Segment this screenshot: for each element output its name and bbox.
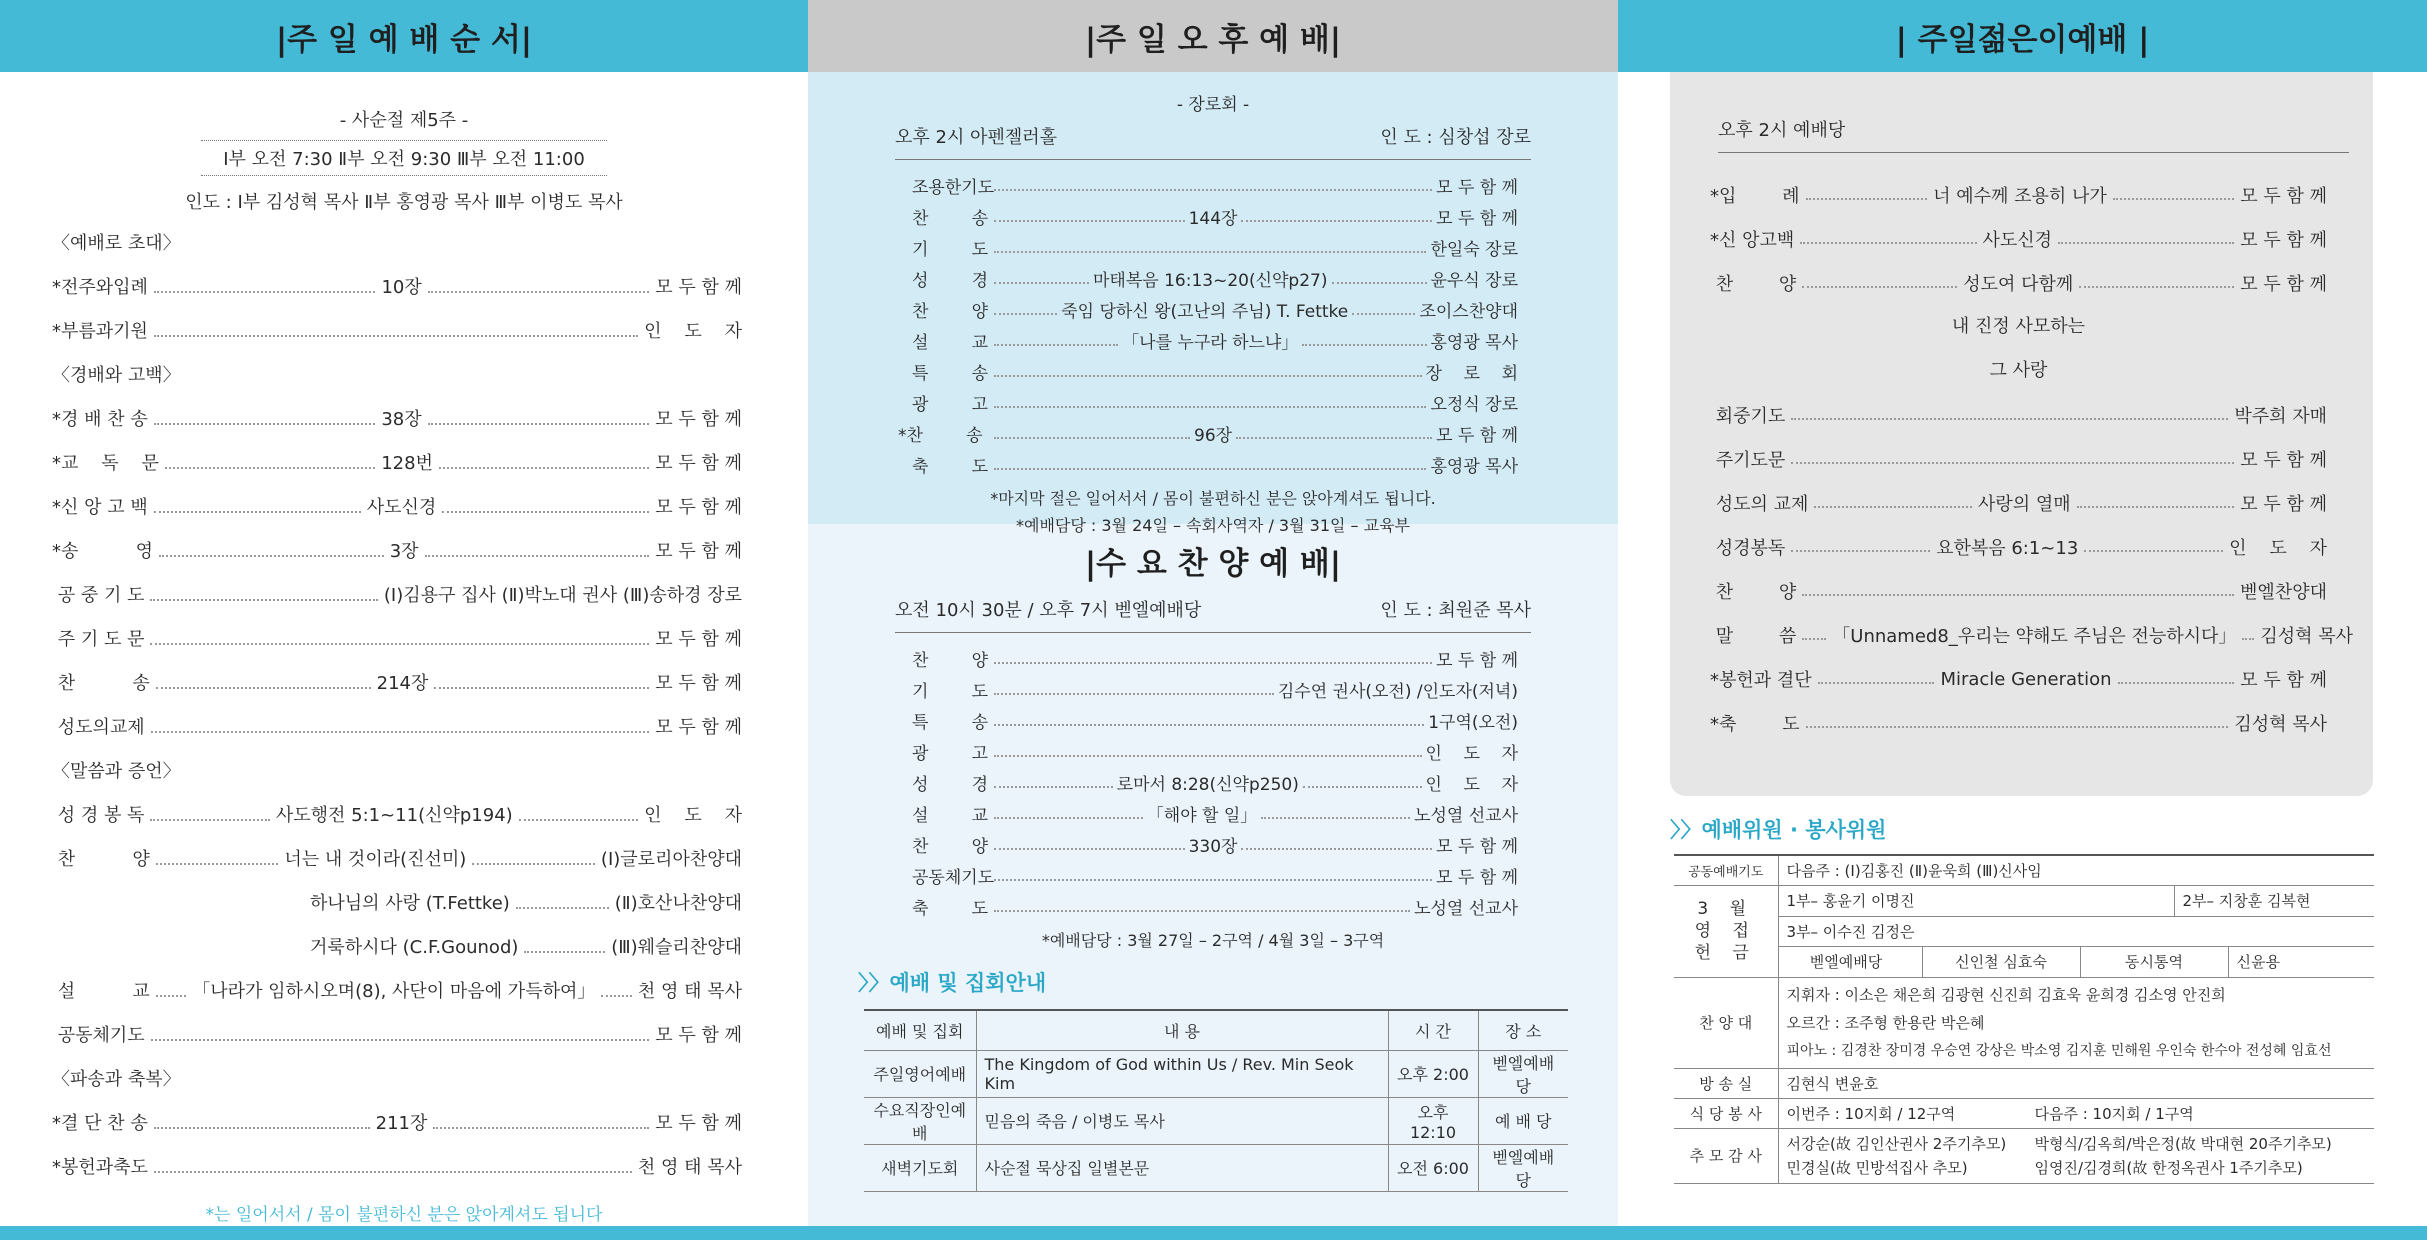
lent-week-subtitle: - 사순절 제5주 -	[339, 110, 469, 131]
afternoon-leader: 인 도 : 심창섭 장로	[1380, 127, 1531, 148]
order-item: 공동체기도 모 두 함 께	[52, 1025, 742, 1046]
section-invite: 〈예배로 초대〉	[52, 233, 181, 254]
staff-section-title: 〉〉예배위원 · 봉사위원	[1670, 818, 1887, 842]
section-word: 〈말씀과 증언〉	[52, 761, 181, 782]
table-cell: 공동예배기도	[1674, 855, 1778, 885]
table-row	[1674, 855, 2374, 885]
order-item: 축 도 노성열 선교사	[912, 899, 1518, 919]
table-cell: 방 송 실	[1674, 1068, 1778, 1098]
table-cell	[1778, 885, 2374, 916]
order-item: 찬 양 모 두 함 께	[912, 651, 1518, 671]
order-item: *신 앙 고 백 사도신경 모 두 함 께	[52, 497, 742, 518]
meal-next-week: 다음주 : 10지회 / 1구역	[2034, 1104, 2194, 1123]
gathering-section-title: 〉〉예배 및 집회안내	[858, 971, 1047, 995]
order-item: *경 배 찬 송 38장 모 두 함 께	[52, 409, 743, 430]
order-item: *전주와입례 10장 모 두 함 께	[52, 277, 742, 298]
wednesday-duty-note: *예배담당 : 3월 27일 – 2구역 / 4월 3일 – 3구역	[1041, 931, 1385, 950]
memorial-line	[1787, 1156, 2367, 1180]
youth-order-list	[1710, 173, 2354, 745]
table-row	[864, 1050, 1568, 1097]
elders-subtitle: - 장로회 -	[1176, 95, 1250, 115]
gathering-table	[864, 1009, 1568, 1192]
choir-piano: 피아노 : 김경찬 장미경 우승연 강상은 박소영 김지훈 민해원 우인숙 한수아 전성혜 임효선	[1786, 1042, 2332, 1059]
memorial-line	[1787, 1132, 2367, 1156]
afternoon-order-list	[898, 170, 1519, 480]
table-cell	[1778, 946, 2374, 977]
youth-service-title: | 주일젊은이예배 |	[1618, 0, 2427, 72]
interpret-name: 신윤용	[2236, 952, 2280, 971]
table-cell: 벧엘예배당	[1478, 1144, 1568, 1191]
order-item: 기 도 김수연 권사(오전) /인도자(저녁)	[912, 682, 1518, 702]
afternoon-service-panel	[808, 72, 1618, 535]
wednesday-service-title: |수 요 찬 양 예 배|	[1084, 545, 1342, 582]
order-item: 말 씀 「Unnamed8_우리는 약해도 주님은 전능하시다」 김성혁 목사	[1710, 626, 2354, 647]
choir-organ: 오르간 : 조주형 한용란 박은혜	[1786, 1013, 1985, 1032]
order-item: 광 고 인 도 자	[912, 744, 1518, 764]
table-header: 장 소	[1478, 1010, 1568, 1050]
afternoon-info	[895, 123, 1531, 160]
order-item: *입 례 너 예수께 조용히 나가 모 두 함 께	[1710, 186, 2327, 207]
usher-row-1	[1779, 886, 2375, 916]
order-item: *교 독 문 128번 모 두 함 께	[52, 453, 742, 474]
memorial-entry: 서강순(故 김인산권사 2주기추모)	[1786, 1134, 2007, 1153]
table-header-row	[864, 1010, 1568, 1050]
table-cell: 벧엘예배당	[1478, 1050, 1568, 1097]
order-item: 특 송 장 로 회	[912, 364, 1518, 384]
table-cell: 오후 12:10	[1388, 1097, 1478, 1144]
order-item: 광 고 오정식 장로	[912, 395, 1518, 415]
order-item: *결 단 찬 송 211장 모 두 함 께	[52, 1113, 742, 1134]
order-item: 회중기도 박주희 자매	[1710, 406, 2327, 427]
order-item: 공 중 기 도 (Ⅰ)김용구 집사 (Ⅱ)박노대 권사 (Ⅲ)송하경 장로	[52, 585, 742, 606]
section-sending: 〈파송과 축복〉	[52, 1069, 181, 1090]
order-item: *봉헌과축도 천 영 태 목사	[52, 1157, 742, 1178]
order-item: 하나님의 사랑 (T.Fettke) (Ⅱ)호산나찬양대	[310, 893, 742, 914]
table-row	[1674, 977, 2374, 1068]
order-item: *봉헌과 결단 Miracle Generation 모 두 함 께	[1710, 668, 2327, 691]
afternoon-place: 오후 2시 아펜젤러홀	[895, 127, 1057, 148]
table-cell: 찬 양 대	[1674, 977, 1778, 1068]
order-item: 성도의 교제 사랑의 열매 모 두 함 께	[1710, 494, 2327, 515]
table-cell: 오후 2:00	[1388, 1050, 1478, 1097]
order-item: 기 도 한일숙 장로	[912, 240, 1518, 260]
song-title-line: 그 사랑	[1989, 360, 2048, 381]
bottom-accent-bar	[0, 1226, 2427, 1240]
memorial-entry: 박형식/김옥희/박은정(故 박대현 20주기추모)	[2034, 1134, 2332, 1153]
table-row	[1674, 1128, 2374, 1183]
table-cell	[1778, 977, 2374, 1068]
table-cell: 3 월 영 접 헌 금	[1674, 885, 1778, 977]
order-item: 주기도문 모 두 함 께	[1710, 450, 2327, 471]
table-cell	[1778, 1098, 2374, 1128]
interpret-label: 동시통역	[2089, 947, 2229, 977]
table-cell: 새벽기도회	[864, 1144, 976, 1191]
order-item: 찬 송 214장 모 두 함 께	[52, 673, 742, 694]
usher-second: 2부– 지창훈 김복현	[2182, 891, 2311, 910]
standing-note: *는 일어서서 / 몸이 불편하신 분은 앉아계셔도 됩니다	[205, 1205, 603, 1225]
table-cell: 오전 6:00	[1388, 1144, 1478, 1191]
youth-service-panel	[1670, 72, 2373, 796]
afternoon-service-title: |주 일 오 후 예 배|	[808, 0, 1618, 72]
sunday-service-title: |주 일 예 배 순 서|	[0, 0, 808, 72]
table-row	[1674, 1068, 2374, 1098]
table-row	[1674, 885, 2374, 916]
order-item: 성 경 봉 독 사도행전 5:1~11(신약p194) 인 도 자	[52, 805, 743, 826]
order-item: 찬 양 벧엘찬양대	[1710, 582, 2327, 603]
order-item: 찬 양 330장 모 두 함 께	[912, 837, 1518, 857]
order-item: 특 송 1구역(오전)	[912, 713, 1518, 733]
order-item: *축 도 김성혁 목사	[1710, 714, 2327, 735]
service-times: Ⅰ부 오전 7:30 Ⅱ부 오전 9:30 Ⅲ부 오전 11:00	[201, 140, 607, 176]
order-item: 주 기 도 문 모 두 함 께	[52, 629, 742, 650]
usher-row-3	[1779, 947, 2375, 977]
order-item: 조용한기도 모 두 함 께	[912, 178, 1518, 198]
table-header: 예배 및 집회	[864, 1010, 976, 1050]
order-item: 성 경 로마서 8:28(신약p250) 인 도 자	[912, 775, 1519, 795]
table-cell: 주일영어예배	[864, 1050, 976, 1097]
usher-first: 1부– 홍윤기 이명진	[1779, 886, 2175, 916]
afternoon-service-column	[808, 0, 1618, 1226]
table-cell: 다음주 : (Ⅰ)김홍진 (Ⅱ)윤욱희 (Ⅲ)신사임	[1778, 855, 2374, 885]
table-row	[1674, 946, 2374, 977]
wednesday-info	[895, 596, 1531, 633]
wednesday-order-list	[912, 643, 1518, 922]
table-cell: 식 당 봉 사	[1674, 1098, 1778, 1128]
youth-service-column	[1618, 0, 2427, 1226]
memorial-entry: 민경실(故 민방석집사 추모)	[1786, 1158, 1968, 1177]
table-cell: The Kingdom of God within Us / Rev. Min Seok Kim	[976, 1050, 1388, 1097]
service-leaders: 인도 : Ⅰ부 김성혁 목사 Ⅱ부 홍영광 목사 Ⅲ부 이병도 목사	[185, 192, 623, 213]
table-header: 시 간	[1388, 1010, 1478, 1050]
table-row	[1674, 1098, 2374, 1128]
staff-table	[1674, 854, 2374, 1184]
order-item: 거룩하시다 (C.F.Gounod) (Ⅲ)웨슬리찬양대	[310, 937, 742, 958]
wednesday-place: 오전 10시 30분 / 오후 7시 벧엘예배당	[895, 600, 1202, 621]
order-item: 설 교 「나를 누구라 하느냐」 홍영광 목사	[912, 333, 1519, 353]
table-cell: 믿음의 죽음 / 이병도 목사	[976, 1097, 1388, 1144]
choir-conductor: 지휘자 : 이소은 채은희 김광현 신진희 김효욱 윤희경 김소영 안진희	[1786, 985, 2226, 1004]
order-item: 설 교 「나라가 임하시오며(8), 사단이 마음에 가득하여」 천 영 태 목사	[52, 981, 743, 1002]
table-row	[1674, 916, 2374, 946]
table-cell: 김현식 변윤호	[1778, 1068, 2374, 1098]
order-item: 찬 양 성도여 다함께 모 두 함 께	[1710, 274, 2327, 295]
order-item: 찬 양 너는 내 것이라(진선미) (Ⅰ)글로리아찬양대	[52, 849, 742, 870]
order-item: 성경봉독 요한복음 6:1~13 인 도 자	[1710, 538, 2328, 559]
afternoon-duty-note: *예배담당 : 3월 24일 – 속회사역자 / 3월 31일 – 교육부	[1015, 516, 1410, 535]
order-item: *신 앙고백 사도신경 모 두 함 께	[1710, 230, 2327, 251]
section-worship: 〈경배와 고백〉	[52, 365, 181, 386]
order-item: *찬 송 96장 모 두 함 께	[898, 426, 1518, 446]
song-title-line: 내 진정 사모하는	[1951, 316, 2086, 337]
order-item: 찬 송 144장 모 두 함 께	[912, 209, 1518, 229]
order-item: 성 경 마태복음 16:13~20(신약p27) 윤우식 장로	[912, 271, 1519, 291]
order-item: 축 도 홍영광 목사	[912, 457, 1518, 477]
wednesday-leader: 인 도 : 최원준 목사	[1380, 600, 1531, 621]
usher-venue: 벧엘예배당	[1779, 947, 1923, 977]
table-row	[864, 1097, 1568, 1144]
table-cell: 사순절 묵상집 일별본문	[976, 1144, 1388, 1191]
order-item: 설 교 「해야 할 일」 노성열 선교사	[912, 806, 1518, 826]
order-item: *부름과기원 인 도 자	[52, 321, 742, 342]
usher-names: 신인철 심효숙	[1931, 947, 2081, 977]
memorial-entry: 임영진/김경희(故 한정옥권사 1주기추모)	[2034, 1158, 2303, 1177]
youth-service-place: 오후 2시 예배당	[1718, 116, 2349, 153]
afternoon-note: *마지막 절은 일어서서 / 몸이 불편하신 분은 앉아계셔도 됩니다.	[990, 489, 1436, 508]
table-header: 내 용	[976, 1010, 1388, 1050]
table-row	[864, 1144, 1568, 1191]
order-item: 공동체기도 모 두 함 께	[912, 868, 1518, 888]
order-item: 성도의교제 모 두 함 께	[52, 717, 742, 738]
order-item: *송 영 3장 모 두 함 께	[52, 541, 742, 562]
table-cell: 3부– 이수진 김정은	[1778, 916, 2374, 946]
meal-this-week: 이번주 : 10지회 / 12구역	[1786, 1104, 1956, 1123]
meal-split	[1787, 1103, 2367, 1124]
order-item: 찬 양 죽임 당하신 왕(고난의 주님) T. Fettke 조이스찬양대	[912, 302, 1518, 322]
table-cell: 수요직장인예배	[864, 1097, 976, 1144]
table-cell: 예 배 당	[1478, 1097, 1568, 1144]
table-cell: 추 모 감 사	[1674, 1128, 1778, 1183]
table-cell	[1778, 1128, 2374, 1183]
sunday-service-column	[0, 0, 808, 1226]
